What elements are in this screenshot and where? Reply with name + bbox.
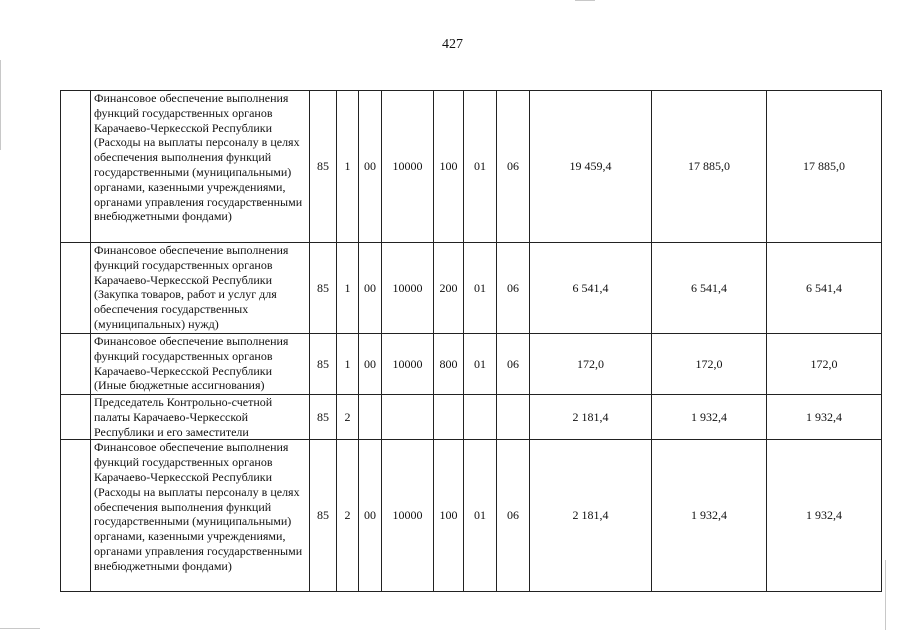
page-number: 427 <box>442 37 463 52</box>
empty-cell <box>61 440 91 592</box>
amount-cell: 1 932,4 <box>652 440 767 592</box>
code-cell: 06 <box>497 91 530 243</box>
code-cell: 00 <box>359 91 382 243</box>
amount-cell: 1 932,4 <box>767 395 882 440</box>
scan-artifact <box>0 628 40 629</box>
code-cell: 800 <box>434 334 464 395</box>
code-cell: 10000 <box>382 243 434 334</box>
code-cell: 01 <box>464 243 497 334</box>
table-row <box>61 91 882 243</box>
code-cell: 06 <box>497 243 530 334</box>
code-cell: 1 <box>337 91 359 243</box>
amount-cell: 172,0 <box>530 334 652 395</box>
empty-cell <box>61 395 91 440</box>
scan-artifact <box>0 60 1 150</box>
amount-cell: 17 885,0 <box>767 91 882 243</box>
code-cell: 10000 <box>382 91 434 243</box>
empty-cell <box>61 91 91 243</box>
amount-cell: 172,0 <box>652 334 767 395</box>
amount-cell: 6 541,4 <box>652 243 767 334</box>
amount-cell: 2 181,4 <box>530 440 652 592</box>
expense-name: Финансовое обеспечение выполнения функций государственных органов Карачаево-Черкесской Республики (Закупка товаров, работ и услуг для обеспечения государственных (муниципальных) нужд) <box>91 243 310 334</box>
code-cell: 100 <box>434 91 464 243</box>
expense-name: Финансовое обеспечение выполнения функций государственных органов Карачаево-Черкесской Республики (Расходы на выплаты персоналу в целях обеспечения выполнения функций государственными (муниципальными) органами, казенными учреждениями, органами управления государственными внебюджетными фондами) <box>91 91 310 243</box>
table-row <box>61 243 882 334</box>
code-cell: 06 <box>497 334 530 395</box>
code-cell: 85 <box>310 440 337 592</box>
code-cell <box>464 395 497 440</box>
code-cell: 01 <box>464 91 497 243</box>
code-cell: 2 <box>337 440 359 592</box>
table-row <box>61 395 882 440</box>
code-cell: 00 <box>359 243 382 334</box>
empty-cell <box>61 334 91 395</box>
code-cell: 85 <box>310 243 337 334</box>
amount-cell: 172,0 <box>767 334 882 395</box>
code-cell: 10000 <box>382 334 434 395</box>
amount-cell: 6 541,4 <box>530 243 652 334</box>
amount-cell: 1 932,4 <box>767 440 882 592</box>
budget-table <box>60 90 882 592</box>
code-cell: 2 <box>337 395 359 440</box>
code-cell: 85 <box>310 91 337 243</box>
expense-name: Председатель Контрольно-счетной палаты Карачаево-Черкесской Республики и его заместители <box>91 395 310 440</box>
amount-cell: 19 459,4 <box>530 91 652 243</box>
code-cell: 01 <box>464 440 497 592</box>
code-cell: 1 <box>337 334 359 395</box>
code-cell: 200 <box>434 243 464 334</box>
code-cell: 06 <box>497 440 530 592</box>
code-cell <box>434 395 464 440</box>
amount-cell: 17 885,0 <box>652 91 767 243</box>
code-cell: 100 <box>434 440 464 592</box>
amount-cell: 6 541,4 <box>767 243 882 334</box>
expense-name: Финансовое обеспечение выполнения функций государственных органов Карачаево-Черкесской Республики (Иные бюджетные ассигнования) <box>91 334 310 395</box>
table-row <box>61 440 882 592</box>
code-cell <box>359 395 382 440</box>
code-cell: 01 <box>464 334 497 395</box>
code-cell <box>382 395 434 440</box>
scan-artifact <box>885 560 886 630</box>
scan-artifact <box>575 0 595 1</box>
code-cell: 85 <box>310 334 337 395</box>
table-row <box>61 334 882 395</box>
code-cell: 00 <box>359 440 382 592</box>
code-cell: 10000 <box>382 440 434 592</box>
amount-cell: 2 181,4 <box>530 395 652 440</box>
amount-cell: 1 932,4 <box>652 395 767 440</box>
expense-name: Финансовое обеспечение выполнения функций государственных органов Карачаево-Черкесской Республики (Расходы на выплаты персоналу в целях обеспечения выполнения функций государственными (муниципальными) органами, казенными учреждениями, органами управления государственными внебюджетными фондами) <box>91 440 310 592</box>
code-cell: 00 <box>359 334 382 395</box>
empty-cell <box>61 243 91 334</box>
code-cell <box>497 395 530 440</box>
code-cell: 85 <box>310 395 337 440</box>
code-cell: 1 <box>337 243 359 334</box>
